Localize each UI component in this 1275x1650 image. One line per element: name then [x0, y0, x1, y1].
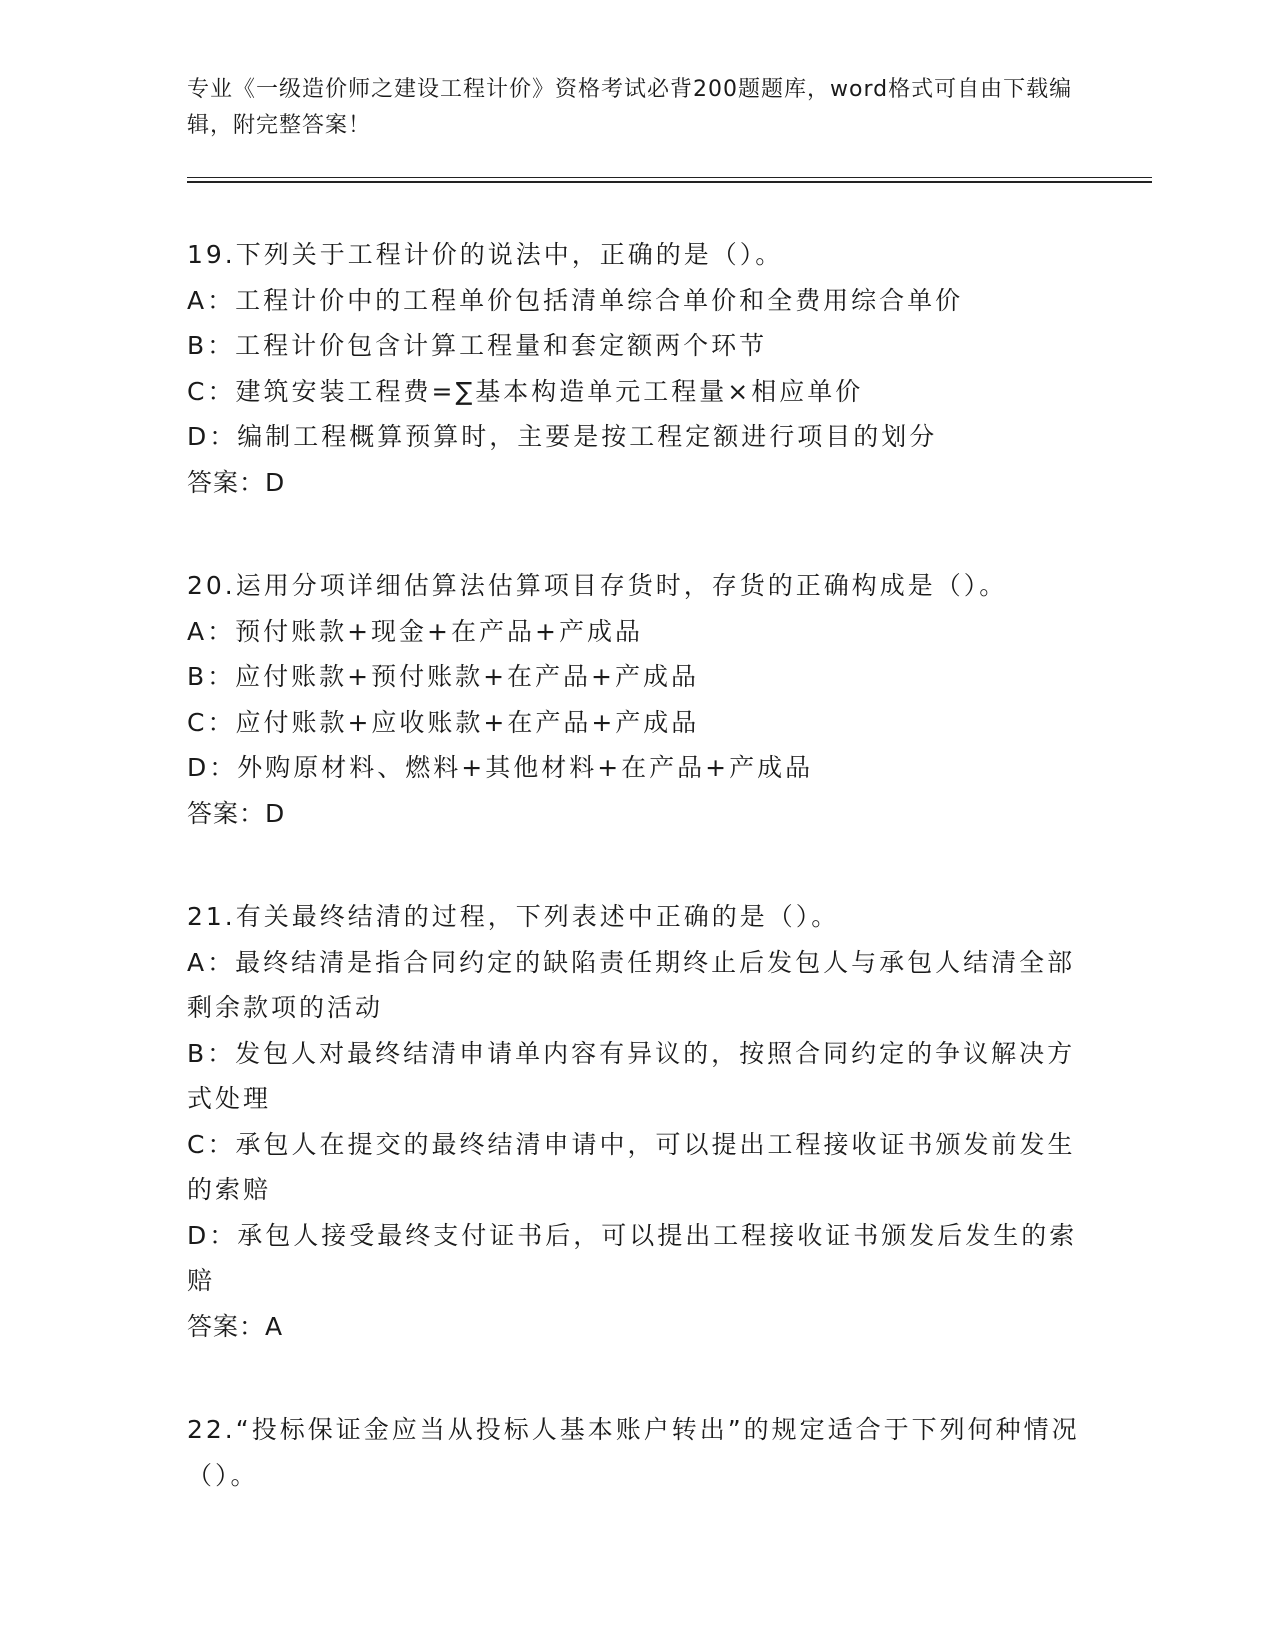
option-b: B：工程计价包含计算工程量和套定额两个环节 [187, 331, 768, 360]
question-stem: 20.运用分项详细估算法估算项目存货时，存货的正确构成是（）。 [187, 571, 1008, 600]
question-stem: 21.有关最终结清的过程，下列表述中正确的是（）。 [187, 902, 840, 931]
question-19 [187, 232, 1087, 505]
option-d: D：编制工程概算预算时，主要是按工程定额进行项目的划分 [187, 422, 938, 451]
answer-label: 答案： [187, 467, 266, 497]
answer-label: 答案： [187, 798, 266, 828]
answer-line [187, 791, 1087, 837]
option-c: C：承包人在提交的最终结清申请中，可以提出工程接收证书颁发前发生的索赔 [187, 1129, 1076, 1204]
option-b: B：应付账款+预付账款+在产品+产成品 [187, 662, 699, 691]
option-a: A：最终结清是指合同约定的缺陷责任期终止后发包人与承包人结清全部剩余款项的活动 [187, 947, 1076, 1022]
question-20 [187, 563, 1087, 836]
document-header: 专业《一级造价师之建设工程计价》资格考试必背200题题库，word格式可自由下载编辑，附完整答案！ [187, 77, 1073, 138]
question-list [187, 232, 1087, 1556]
option-a: A：工程计价中的工程单价包括清单综合单价和全费用综合单价 [187, 285, 964, 315]
question-21 [187, 894, 1087, 1349]
answer-value: D [265, 467, 286, 497]
option-d: D：外购原材料、燃料+其他材料+在产品+产成品 [187, 753, 814, 782]
option-b: B：发包人对最终结清申请单内容有异议的，按照合同约定的争议解决方式处理 [187, 1038, 1076, 1113]
answer-value: A [265, 1311, 284, 1341]
option-c: C：应付账款+应收账款+在产品+产成品 [187, 707, 700, 737]
option-c: C：建筑安装工程费=∑基本构造单元工程量×相应单价 [187, 376, 864, 406]
question-stem: 19.下列关于工程计价的说法中，正确的是（）。 [187, 240, 784, 269]
option-d: D：承包人接受最终支付证书后，可以提出工程接收证书颁发后发生的索赔 [187, 1220, 1078, 1295]
answer-value: D [265, 798, 286, 828]
question-stem: 22.“投标保证金应当从投标人基本账户转出”的规定适合于下列何种情况（）。 [187, 1415, 1080, 1490]
header-divider [187, 177, 1152, 183]
question-22 [187, 1407, 1087, 1498]
option-a: A：预付账款+现金+在产品+产成品 [187, 616, 643, 646]
answer-label: 答案： [187, 1311, 266, 1341]
answer-line [187, 1304, 1087, 1350]
answer-line [187, 460, 1087, 506]
